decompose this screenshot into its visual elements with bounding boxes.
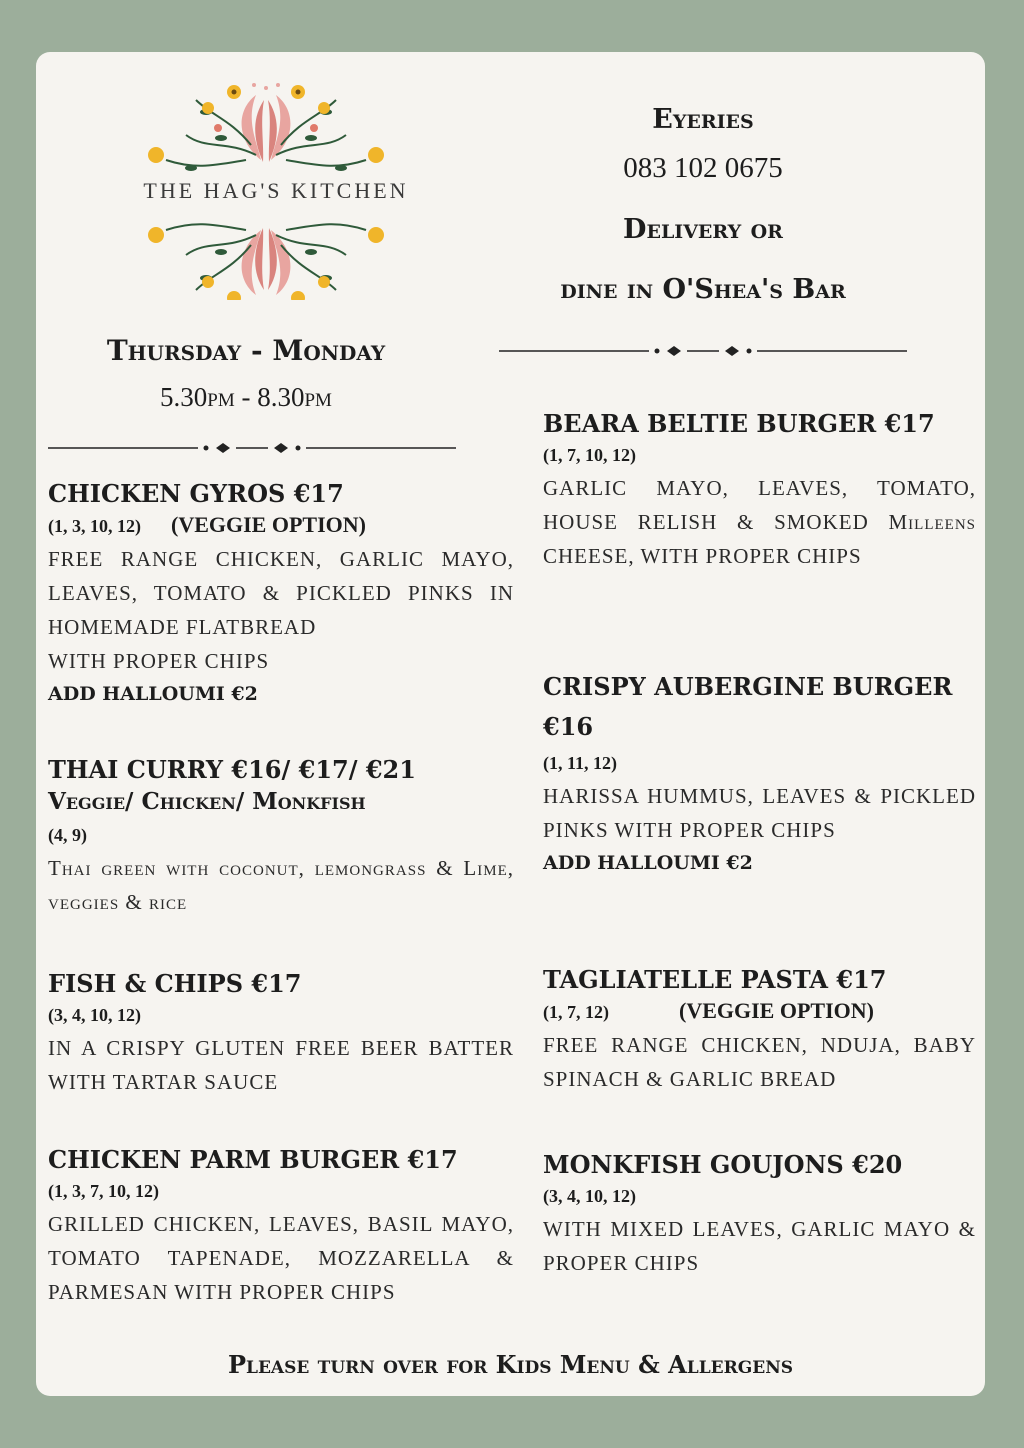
item-allergens: (1, 7, 12) (VEGGIE OPTION) [543, 998, 874, 1023]
item-description: WITH MIXED LEAVES, GARLIC MAYO & PROPER CHIPS [543, 1217, 976, 1275]
divider-ornament-icon [48, 441, 456, 455]
veggie-option: (VEGGIE OPTION) [171, 512, 366, 537]
footer-note: Please turn over for Kids Menu & Allergens [227, 1350, 794, 1379]
item-allergens: (3, 4, 10, 12) [48, 1005, 141, 1025]
item-name: FISH & CHIPS €17 [48, 969, 302, 998]
veggie-option: (VEGGIE OPTION) [679, 998, 874, 1023]
menu-item-monkfish-goujons [543, 1150, 976, 1280]
item-variants: Veggie/ Chicken/ Monkfish [48, 788, 366, 815]
item-name: MONKFISH GOUJONS €20 [543, 1150, 903, 1179]
item-allergens: (3, 4, 10, 12) [543, 1186, 636, 1206]
item-allergens: (1, 3, 7, 10, 12) [48, 1181, 159, 1201]
floral-ornament-bottom [148, 224, 384, 300]
item-description: GARLIC MAYO, LEAVES, TOMATO, HOUSE RELISH & SMOKED Milleens CHEESE, WITH PROPER CHIPS [543, 476, 976, 568]
service-line-2: dine in O'Shea's Bar [560, 274, 846, 305]
phone-number: 083 102 0675 [623, 152, 783, 184]
floral-ornament-top [148, 83, 384, 171]
menu-item-tagliatelle-pasta [543, 965, 976, 1096]
location-name: Eyeries [652, 104, 754, 135]
item-name: TAGLIATELLE PASTA €17 [543, 965, 887, 994]
item-allergens: (1, 11, 12) [543, 753, 617, 773]
item-description: FREE RANGE CHICKEN, GARLIC MAYO, LEAVES, TOMATO & PICKLED PINKS IN HOMEMADE FLATBREAD [48, 547, 514, 639]
opening-days: Thursday - Monday [106, 334, 386, 367]
item-name: CRISPY AUBERGINE BURGER €16 [543, 672, 953, 741]
item-name: BEARA BELTIE BURGER €17 [543, 409, 935, 438]
item-description: GRILLED CHICKEN, LEAVES, BASIL MAYO, TOMATO TAPENADE, MOZZARELLA & PARMESAN WITH PROPER CHIPS [48, 1212, 514, 1304]
divider-ornament-icon [499, 344, 907, 358]
item-description: FREE RANGE CHICKEN, NDUJA, BABY SPINACH & GARLIC BREAD [543, 1033, 976, 1091]
item-name: THAI CURRY €16/ €17/ €21 [48, 755, 416, 784]
menu-item-beara-beltie-burger [543, 409, 976, 573]
menu-card [36, 52, 985, 1396]
item-description: IN A CRISPY GLUTEN FREE BEER BATTER WITH TARTAR SAUCE [48, 1036, 514, 1094]
menu-item-chicken-gyros [48, 479, 514, 710]
item-extra: ADD HALLOUMI €2 [48, 683, 258, 705]
item-name: CHICKEN PARM BURGER €17 [48, 1145, 458, 1174]
item-extra: ADD HALLOUMI €2 [543, 852, 753, 874]
item-description: Thai green with coconut, lemongrass & Lime, veggies & rice [48, 856, 514, 914]
menu-item-chicken-parm-burger [48, 1145, 514, 1309]
item-allergens: (1, 3, 10, 12) (VEGGIE OPTION) [48, 512, 366, 537]
item-name: CHICKEN GYROS €17 [48, 479, 344, 508]
menu-item-thai-curry [48, 755, 514, 919]
brand-name: THE HAG'S KITCHEN [143, 178, 409, 203]
menu-item-crispy-aubergine-burger [543, 667, 976, 879]
item-allergens: (4, 9) [48, 825, 87, 845]
item-allergens: (1, 7, 10, 12) [543, 445, 636, 465]
menu-item-fish-chips [48, 969, 514, 1099]
item-description: HARISSA HUMMUS, LEAVES & PICKLED PINKS WITH PROPER CHIPS [543, 784, 976, 842]
opening-hours: 5.30pm - 8.30pm [160, 382, 332, 412]
service-line-1: Delivery or [623, 214, 783, 245]
item-description-2: WITH PROPER CHIPS [48, 649, 270, 673]
